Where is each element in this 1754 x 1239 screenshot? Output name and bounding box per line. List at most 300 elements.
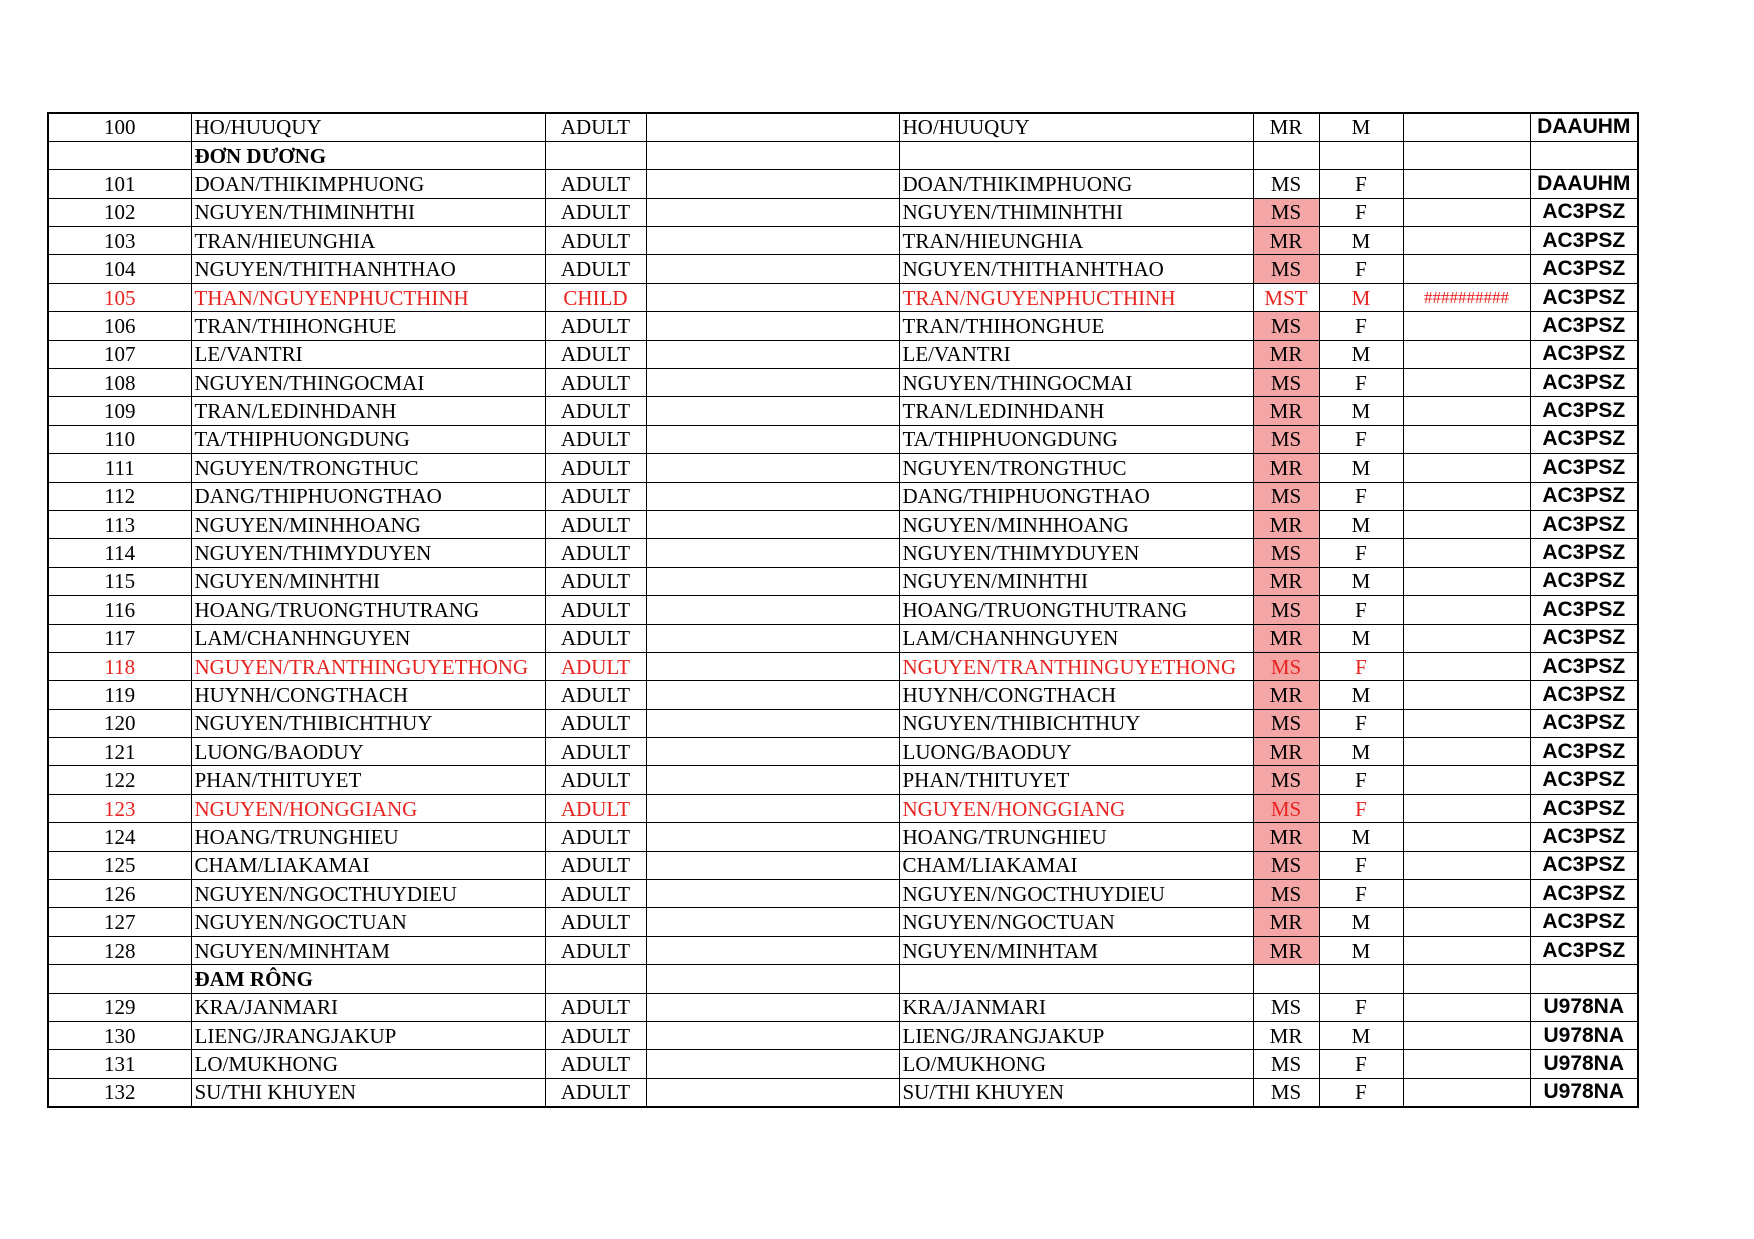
name2-cell: HUYNH/CONGTHACH xyxy=(899,681,1253,709)
table-body xyxy=(48,113,1638,1107)
table-row xyxy=(48,1022,1638,1050)
name-cell: CHAM/LIAKAMAI xyxy=(191,851,545,879)
passenger-type-cell: ADULT xyxy=(545,482,646,510)
name2-cell xyxy=(899,965,1253,993)
blank-cell xyxy=(646,851,899,879)
title-cell: MR xyxy=(1253,624,1319,652)
booking-code-cell: DAAUHM xyxy=(1530,170,1638,198)
gender-cell: F xyxy=(1319,652,1403,680)
extra-cell xyxy=(1403,227,1530,255)
passenger-type-cell: ADULT xyxy=(545,880,646,908)
blank-cell xyxy=(646,766,899,794)
name-cell: TRAN/HIEUNGHIA xyxy=(191,227,545,255)
name-cell: NGUYEN/THIMINHTHI xyxy=(191,198,545,226)
table-row xyxy=(48,170,1638,198)
passenger-type-cell: ADULT xyxy=(545,340,646,368)
extra-cell xyxy=(1403,936,1530,964)
booking-code-cell: AC3PSZ xyxy=(1530,880,1638,908)
extra-cell xyxy=(1403,993,1530,1021)
gender-cell: M xyxy=(1319,283,1403,311)
title-cell: MR xyxy=(1253,567,1319,595)
name2-cell: DANG/THIPHUONGTHAO xyxy=(899,482,1253,510)
extra-cell xyxy=(1403,340,1530,368)
passenger-type-cell xyxy=(545,141,646,169)
table-row xyxy=(48,255,1638,283)
booking-code-cell: AC3PSZ xyxy=(1530,340,1638,368)
gender-cell: F xyxy=(1319,482,1403,510)
title-cell: MR xyxy=(1253,738,1319,766)
extra-cell xyxy=(1403,425,1530,453)
name-cell: NGUYEN/HONGGIANG xyxy=(191,794,545,822)
passenger-type-cell: ADULT xyxy=(545,454,646,482)
name-cell: TRAN/LEDINHDANH xyxy=(191,397,545,425)
row-number-cell: 126 xyxy=(48,880,191,908)
name2-cell: TRAN/LEDINHDANH xyxy=(899,397,1253,425)
title-cell: MS xyxy=(1253,369,1319,397)
extra-cell xyxy=(1403,567,1530,595)
blank-cell xyxy=(646,227,899,255)
blank-cell xyxy=(646,170,899,198)
extra-cell xyxy=(1403,454,1530,482)
gender-cell: F xyxy=(1319,596,1403,624)
row-number-cell: 131 xyxy=(48,1050,191,1078)
row-number-cell: 118 xyxy=(48,652,191,680)
booking-code-cell: AC3PSZ xyxy=(1530,198,1638,226)
booking-code-cell: AC3PSZ xyxy=(1530,709,1638,737)
table-row xyxy=(48,738,1638,766)
table-row xyxy=(48,539,1638,567)
name2-cell: NGUYEN/THITHANHTHAO xyxy=(899,255,1253,283)
table-row xyxy=(48,227,1638,255)
passenger-type-cell: ADULT xyxy=(545,425,646,453)
name2-cell: HOANG/TRUONGTHUTRANG xyxy=(899,596,1253,624)
gender-cell xyxy=(1319,141,1403,169)
name2-cell: LIENG/JRANGJAKUP xyxy=(899,1022,1253,1050)
gender-cell xyxy=(1319,965,1403,993)
blank-cell xyxy=(646,794,899,822)
row-number-cell: 115 xyxy=(48,567,191,595)
booking-code-cell: AC3PSZ xyxy=(1530,397,1638,425)
group-header-row xyxy=(48,965,1638,993)
booking-code-cell: AC3PSZ xyxy=(1530,652,1638,680)
row-number-cell: 121 xyxy=(48,738,191,766)
title-cell: MS xyxy=(1253,880,1319,908)
blank-cell xyxy=(646,340,899,368)
booking-code-cell: AC3PSZ xyxy=(1530,369,1638,397)
row-number-cell: 123 xyxy=(48,794,191,822)
title-cell: MS xyxy=(1253,851,1319,879)
gender-cell: F xyxy=(1319,880,1403,908)
passenger-type-cell: ADULT xyxy=(545,823,646,851)
passenger-type-cell: ADULT xyxy=(545,1050,646,1078)
blank-cell xyxy=(646,510,899,538)
table-row xyxy=(48,482,1638,510)
title-cell: MS xyxy=(1253,596,1319,624)
passenger-type-cell: ADULT xyxy=(545,652,646,680)
title-cell xyxy=(1253,141,1319,169)
blank-cell xyxy=(646,624,899,652)
extra-cell xyxy=(1403,255,1530,283)
passenger-type-cell: CHILD xyxy=(545,283,646,311)
gender-cell: M xyxy=(1319,227,1403,255)
passenger-type-cell: ADULT xyxy=(545,936,646,964)
name-cell: LAM/CHANHNGUYEN xyxy=(191,624,545,652)
passenger-type-cell: ADULT xyxy=(545,227,646,255)
title-cell: MS xyxy=(1253,198,1319,226)
passenger-table xyxy=(47,112,1639,1108)
title-cell: MS xyxy=(1253,794,1319,822)
name2-cell: DOAN/THIKIMPHUONG xyxy=(899,170,1253,198)
booking-code-cell: AC3PSZ xyxy=(1530,936,1638,964)
name-cell: TA/THIPHUONGDUNG xyxy=(191,425,545,453)
name2-cell: LE/VANTRI xyxy=(899,340,1253,368)
name2-cell: SU/THI KHUYEN xyxy=(899,1078,1253,1106)
table-row xyxy=(48,823,1638,851)
name-cell: LO/MUKHONG xyxy=(191,1050,545,1078)
table-row xyxy=(48,709,1638,737)
booking-code-cell: AC3PSZ xyxy=(1530,681,1638,709)
gender-cell: F xyxy=(1319,1050,1403,1078)
name2-cell: NGUYEN/NGOCTUAN xyxy=(899,908,1253,936)
blank-cell xyxy=(646,1022,899,1050)
gender-cell: F xyxy=(1319,198,1403,226)
blank-cell xyxy=(646,908,899,936)
title-cell: MS xyxy=(1253,652,1319,680)
booking-code-cell: U978NA xyxy=(1530,1050,1638,1078)
table-row xyxy=(48,312,1638,340)
name2-cell: NGUYEN/HONGGIANG xyxy=(899,794,1253,822)
name2-cell: NGUYEN/TRANTHINGUYETHONG xyxy=(899,652,1253,680)
table-row xyxy=(48,454,1638,482)
name2-cell: TRAN/HIEUNGHIA xyxy=(899,227,1253,255)
gender-cell: F xyxy=(1319,766,1403,794)
blank-cell xyxy=(646,709,899,737)
extra-cell xyxy=(1403,312,1530,340)
row-number-cell: 122 xyxy=(48,766,191,794)
title-cell: MS xyxy=(1253,255,1319,283)
extra-cell xyxy=(1403,908,1530,936)
name2-cell: TRAN/NGUYENPHUCTHINH xyxy=(899,283,1253,311)
booking-code-cell: AC3PSZ xyxy=(1530,766,1638,794)
gender-cell: M xyxy=(1319,113,1403,141)
gender-cell: M xyxy=(1319,936,1403,964)
booking-code-cell: AC3PSZ xyxy=(1530,738,1638,766)
title-cell: MS xyxy=(1253,312,1319,340)
name-cell: PHAN/THITUYET xyxy=(191,766,545,794)
blank-cell xyxy=(646,823,899,851)
name2-cell: TRAN/THIHONGHUE xyxy=(899,312,1253,340)
blank-cell xyxy=(646,1050,899,1078)
booking-code-cell: AC3PSZ xyxy=(1530,567,1638,595)
row-number-cell: 106 xyxy=(48,312,191,340)
name-cell: LE/VANTRI xyxy=(191,340,545,368)
title-cell: MS xyxy=(1253,482,1319,510)
title-cell: MR xyxy=(1253,227,1319,255)
extra-cell xyxy=(1403,482,1530,510)
row-number-cell: 127 xyxy=(48,908,191,936)
name-cell: NGUYEN/MINHTHI xyxy=(191,567,545,595)
title-cell: MR xyxy=(1253,397,1319,425)
row-number-cell: 116 xyxy=(48,596,191,624)
row-number-cell: 119 xyxy=(48,681,191,709)
name2-cell: NGUYEN/THIMYDUYEN xyxy=(899,539,1253,567)
table-row xyxy=(48,851,1638,879)
name2-cell: NGUYEN/MINHTAM xyxy=(899,936,1253,964)
name-cell: NGUYEN/NGOCTUAN xyxy=(191,908,545,936)
passenger-type-cell: ADULT xyxy=(545,596,646,624)
title-cell: MR xyxy=(1253,823,1319,851)
gender-cell: F xyxy=(1319,312,1403,340)
passenger-type-cell: ADULT xyxy=(545,709,646,737)
passenger-type-cell: ADULT xyxy=(545,681,646,709)
booking-code-cell: U978NA xyxy=(1530,1078,1638,1106)
booking-code-cell: AC3PSZ xyxy=(1530,482,1638,510)
blank-cell xyxy=(646,482,899,510)
passenger-type-cell: ADULT xyxy=(545,113,646,141)
name-cell: NGUYEN/NGOCTHUYDIEU xyxy=(191,880,545,908)
extra-cell xyxy=(1403,141,1530,169)
table-row xyxy=(48,794,1638,822)
extra-cell xyxy=(1403,1078,1530,1106)
gender-cell: F xyxy=(1319,170,1403,198)
name2-cell: TA/THIPHUONGDUNG xyxy=(899,425,1253,453)
name2-cell: LUONG/BAODUY xyxy=(899,738,1253,766)
extra-cell xyxy=(1403,794,1530,822)
name2-cell: NGUYEN/THINGOCMAI xyxy=(899,369,1253,397)
gender-cell: M xyxy=(1319,908,1403,936)
name-cell: HUYNH/CONGTHACH xyxy=(191,681,545,709)
name-cell: THAN/NGUYENPHUCTHINH xyxy=(191,283,545,311)
name-cell: NGUYEN/THIMYDUYEN xyxy=(191,539,545,567)
name-cell: LUONG/BAODUY xyxy=(191,738,545,766)
booking-code-cell: AC3PSZ xyxy=(1530,624,1638,652)
blank-cell xyxy=(646,198,899,226)
name-cell: KRA/JANMARI xyxy=(191,993,545,1021)
extra-cell xyxy=(1403,681,1530,709)
title-cell: MS xyxy=(1253,709,1319,737)
passenger-type-cell: ADULT xyxy=(545,510,646,538)
blank-cell xyxy=(646,652,899,680)
extra-cell xyxy=(1403,596,1530,624)
table-row xyxy=(48,993,1638,1021)
name2-cell: NGUYEN/THIMINHTHI xyxy=(899,198,1253,226)
name-cell: ĐƠN DƯƠNG xyxy=(191,141,545,169)
blank-cell xyxy=(646,936,899,964)
passenger-type-cell: ADULT xyxy=(545,908,646,936)
blank-cell xyxy=(646,369,899,397)
passenger-type-cell: ADULT xyxy=(545,255,646,283)
gender-cell: M xyxy=(1319,510,1403,538)
title-cell: MS xyxy=(1253,539,1319,567)
name-cell: NGUYEN/MINHTAM xyxy=(191,936,545,964)
gender-cell: F xyxy=(1319,851,1403,879)
title-cell: MR xyxy=(1253,681,1319,709)
passenger-type-cell: ADULT xyxy=(545,1022,646,1050)
title-cell: MR xyxy=(1253,936,1319,964)
passenger-type-cell: ADULT xyxy=(545,397,646,425)
blank-cell xyxy=(646,681,899,709)
row-number-cell xyxy=(48,965,191,993)
extra-cell xyxy=(1403,652,1530,680)
name2-cell xyxy=(899,141,1253,169)
blank-cell xyxy=(646,283,899,311)
name-cell: NGUYEN/MINHHOANG xyxy=(191,510,545,538)
booking-code-cell: AC3PSZ xyxy=(1530,425,1638,453)
booking-code-cell: AC3PSZ xyxy=(1530,823,1638,851)
gender-cell: M xyxy=(1319,340,1403,368)
row-number-cell: 103 xyxy=(48,227,191,255)
title-cell: MS xyxy=(1253,425,1319,453)
title-cell: MR xyxy=(1253,113,1319,141)
title-cell: MR xyxy=(1253,1022,1319,1050)
booking-code-cell: AC3PSZ xyxy=(1530,794,1638,822)
passenger-type-cell: ADULT xyxy=(545,539,646,567)
row-number-cell: 125 xyxy=(48,851,191,879)
gender-cell: F xyxy=(1319,1078,1403,1106)
title-cell: MR xyxy=(1253,454,1319,482)
blank-cell xyxy=(646,965,899,993)
row-number-cell xyxy=(48,141,191,169)
blank-cell xyxy=(646,596,899,624)
passenger-type-cell: ADULT xyxy=(545,567,646,595)
booking-code-cell: U978NA xyxy=(1530,993,1638,1021)
blank-cell xyxy=(646,539,899,567)
extra-cell xyxy=(1403,766,1530,794)
row-number-cell: 129 xyxy=(48,993,191,1021)
passenger-type-cell: ADULT xyxy=(545,369,646,397)
extra-cell xyxy=(1403,851,1530,879)
row-number-cell: 130 xyxy=(48,1022,191,1050)
gender-cell: M xyxy=(1319,397,1403,425)
passenger-type-cell: ADULT xyxy=(545,738,646,766)
blank-cell xyxy=(646,880,899,908)
name2-cell: NGUYEN/NGOCTHUYDIEU xyxy=(899,880,1253,908)
table-row xyxy=(48,880,1638,908)
booking-code-cell: AC3PSZ xyxy=(1530,510,1638,538)
name2-cell: PHAN/THITUYET xyxy=(899,766,1253,794)
table-row xyxy=(48,1078,1638,1106)
extra-cell xyxy=(1403,539,1530,567)
booking-code-cell: AC3PSZ xyxy=(1530,908,1638,936)
row-number-cell: 117 xyxy=(48,624,191,652)
title-cell: MR xyxy=(1253,908,1319,936)
extra-cell xyxy=(1403,397,1530,425)
name2-cell: NGUYEN/THIBICHTHUY xyxy=(899,709,1253,737)
booking-code-cell: AC3PSZ xyxy=(1530,454,1638,482)
name2-cell: NGUYEN/MINHHOANG xyxy=(899,510,1253,538)
gender-cell: F xyxy=(1319,255,1403,283)
title-cell: MS xyxy=(1253,993,1319,1021)
row-number-cell: 104 xyxy=(48,255,191,283)
booking-code-cell: AC3PSZ xyxy=(1530,851,1638,879)
row-number-cell: 105 xyxy=(48,283,191,311)
gender-cell: F xyxy=(1319,993,1403,1021)
row-number-cell: 108 xyxy=(48,369,191,397)
table-row xyxy=(48,596,1638,624)
name-cell: NGUYEN/THIBICHTHUY xyxy=(191,709,545,737)
name-cell: HO/HUUQUY xyxy=(191,113,545,141)
row-number-cell: 102 xyxy=(48,198,191,226)
row-number-cell: 112 xyxy=(48,482,191,510)
extra-cell xyxy=(1403,1050,1530,1078)
blank-cell xyxy=(646,141,899,169)
title-cell: MR xyxy=(1253,510,1319,538)
table-row xyxy=(48,1050,1638,1078)
name-cell: NGUYEN/THITHANHTHAO xyxy=(191,255,545,283)
gender-cell: F xyxy=(1319,539,1403,567)
row-number-cell: 113 xyxy=(48,510,191,538)
title-cell: MS xyxy=(1253,1050,1319,1078)
passenger-type-cell: ADULT xyxy=(545,198,646,226)
table-row xyxy=(48,425,1638,453)
booking-code-cell: AC3PSZ xyxy=(1530,312,1638,340)
row-number-cell: 114 xyxy=(48,539,191,567)
name-cell: DANG/THIPHUONGTHAO xyxy=(191,482,545,510)
name-cell: ĐAM RÔNG xyxy=(191,965,545,993)
name2-cell: NGUYEN/MINHTHI xyxy=(899,567,1253,595)
booking-code-cell: AC3PSZ xyxy=(1530,596,1638,624)
name-cell: SU/THI KHUYEN xyxy=(191,1078,545,1106)
row-number-cell: 128 xyxy=(48,936,191,964)
table-row xyxy=(48,936,1638,964)
gender-cell: M xyxy=(1319,823,1403,851)
gender-cell: F xyxy=(1319,369,1403,397)
gender-cell: M xyxy=(1319,454,1403,482)
table-row xyxy=(48,624,1638,652)
extra-cell xyxy=(1403,1022,1530,1050)
passenger-type-cell: ADULT xyxy=(545,794,646,822)
table-row xyxy=(48,113,1638,141)
gender-cell: M xyxy=(1319,624,1403,652)
passenger-type-cell: ADULT xyxy=(545,312,646,340)
row-number-cell: 120 xyxy=(48,709,191,737)
row-number-cell: 110 xyxy=(48,425,191,453)
passenger-type-cell: ADULT xyxy=(545,993,646,1021)
blank-cell xyxy=(646,312,899,340)
blank-cell xyxy=(646,567,899,595)
booking-code-cell: U978NA xyxy=(1530,1022,1638,1050)
booking-code-cell: AC3PSZ xyxy=(1530,539,1638,567)
row-number-cell: 101 xyxy=(48,170,191,198)
table-row xyxy=(48,766,1638,794)
booking-code-cell: AC3PSZ xyxy=(1530,283,1638,311)
blank-cell xyxy=(646,454,899,482)
table-row xyxy=(48,567,1638,595)
extra-cell xyxy=(1403,369,1530,397)
row-number-cell: 107 xyxy=(48,340,191,368)
gender-cell: F xyxy=(1319,709,1403,737)
blank-cell xyxy=(646,425,899,453)
table-row xyxy=(48,681,1638,709)
extra-cell xyxy=(1403,624,1530,652)
booking-code-cell xyxy=(1530,965,1638,993)
table-row xyxy=(48,652,1638,680)
table-row xyxy=(48,908,1638,936)
name2-cell: LAM/CHANHNGUYEN xyxy=(899,624,1253,652)
title-cell: MST xyxy=(1253,283,1319,311)
name-cell: HOANG/TRUNGHIEU xyxy=(191,823,545,851)
row-number-cell: 109 xyxy=(48,397,191,425)
row-number-cell: 111 xyxy=(48,454,191,482)
name-cell: NGUYEN/TRANTHINGUYETHONG xyxy=(191,652,545,680)
booking-code-cell: DAAUHM xyxy=(1530,113,1638,141)
name2-cell: KRA/JANMARI xyxy=(899,993,1253,1021)
table-row xyxy=(48,283,1638,311)
group-header-row xyxy=(48,141,1638,169)
passenger-type-cell xyxy=(545,965,646,993)
name-cell: TRAN/THIHONGHUE xyxy=(191,312,545,340)
title-cell xyxy=(1253,965,1319,993)
